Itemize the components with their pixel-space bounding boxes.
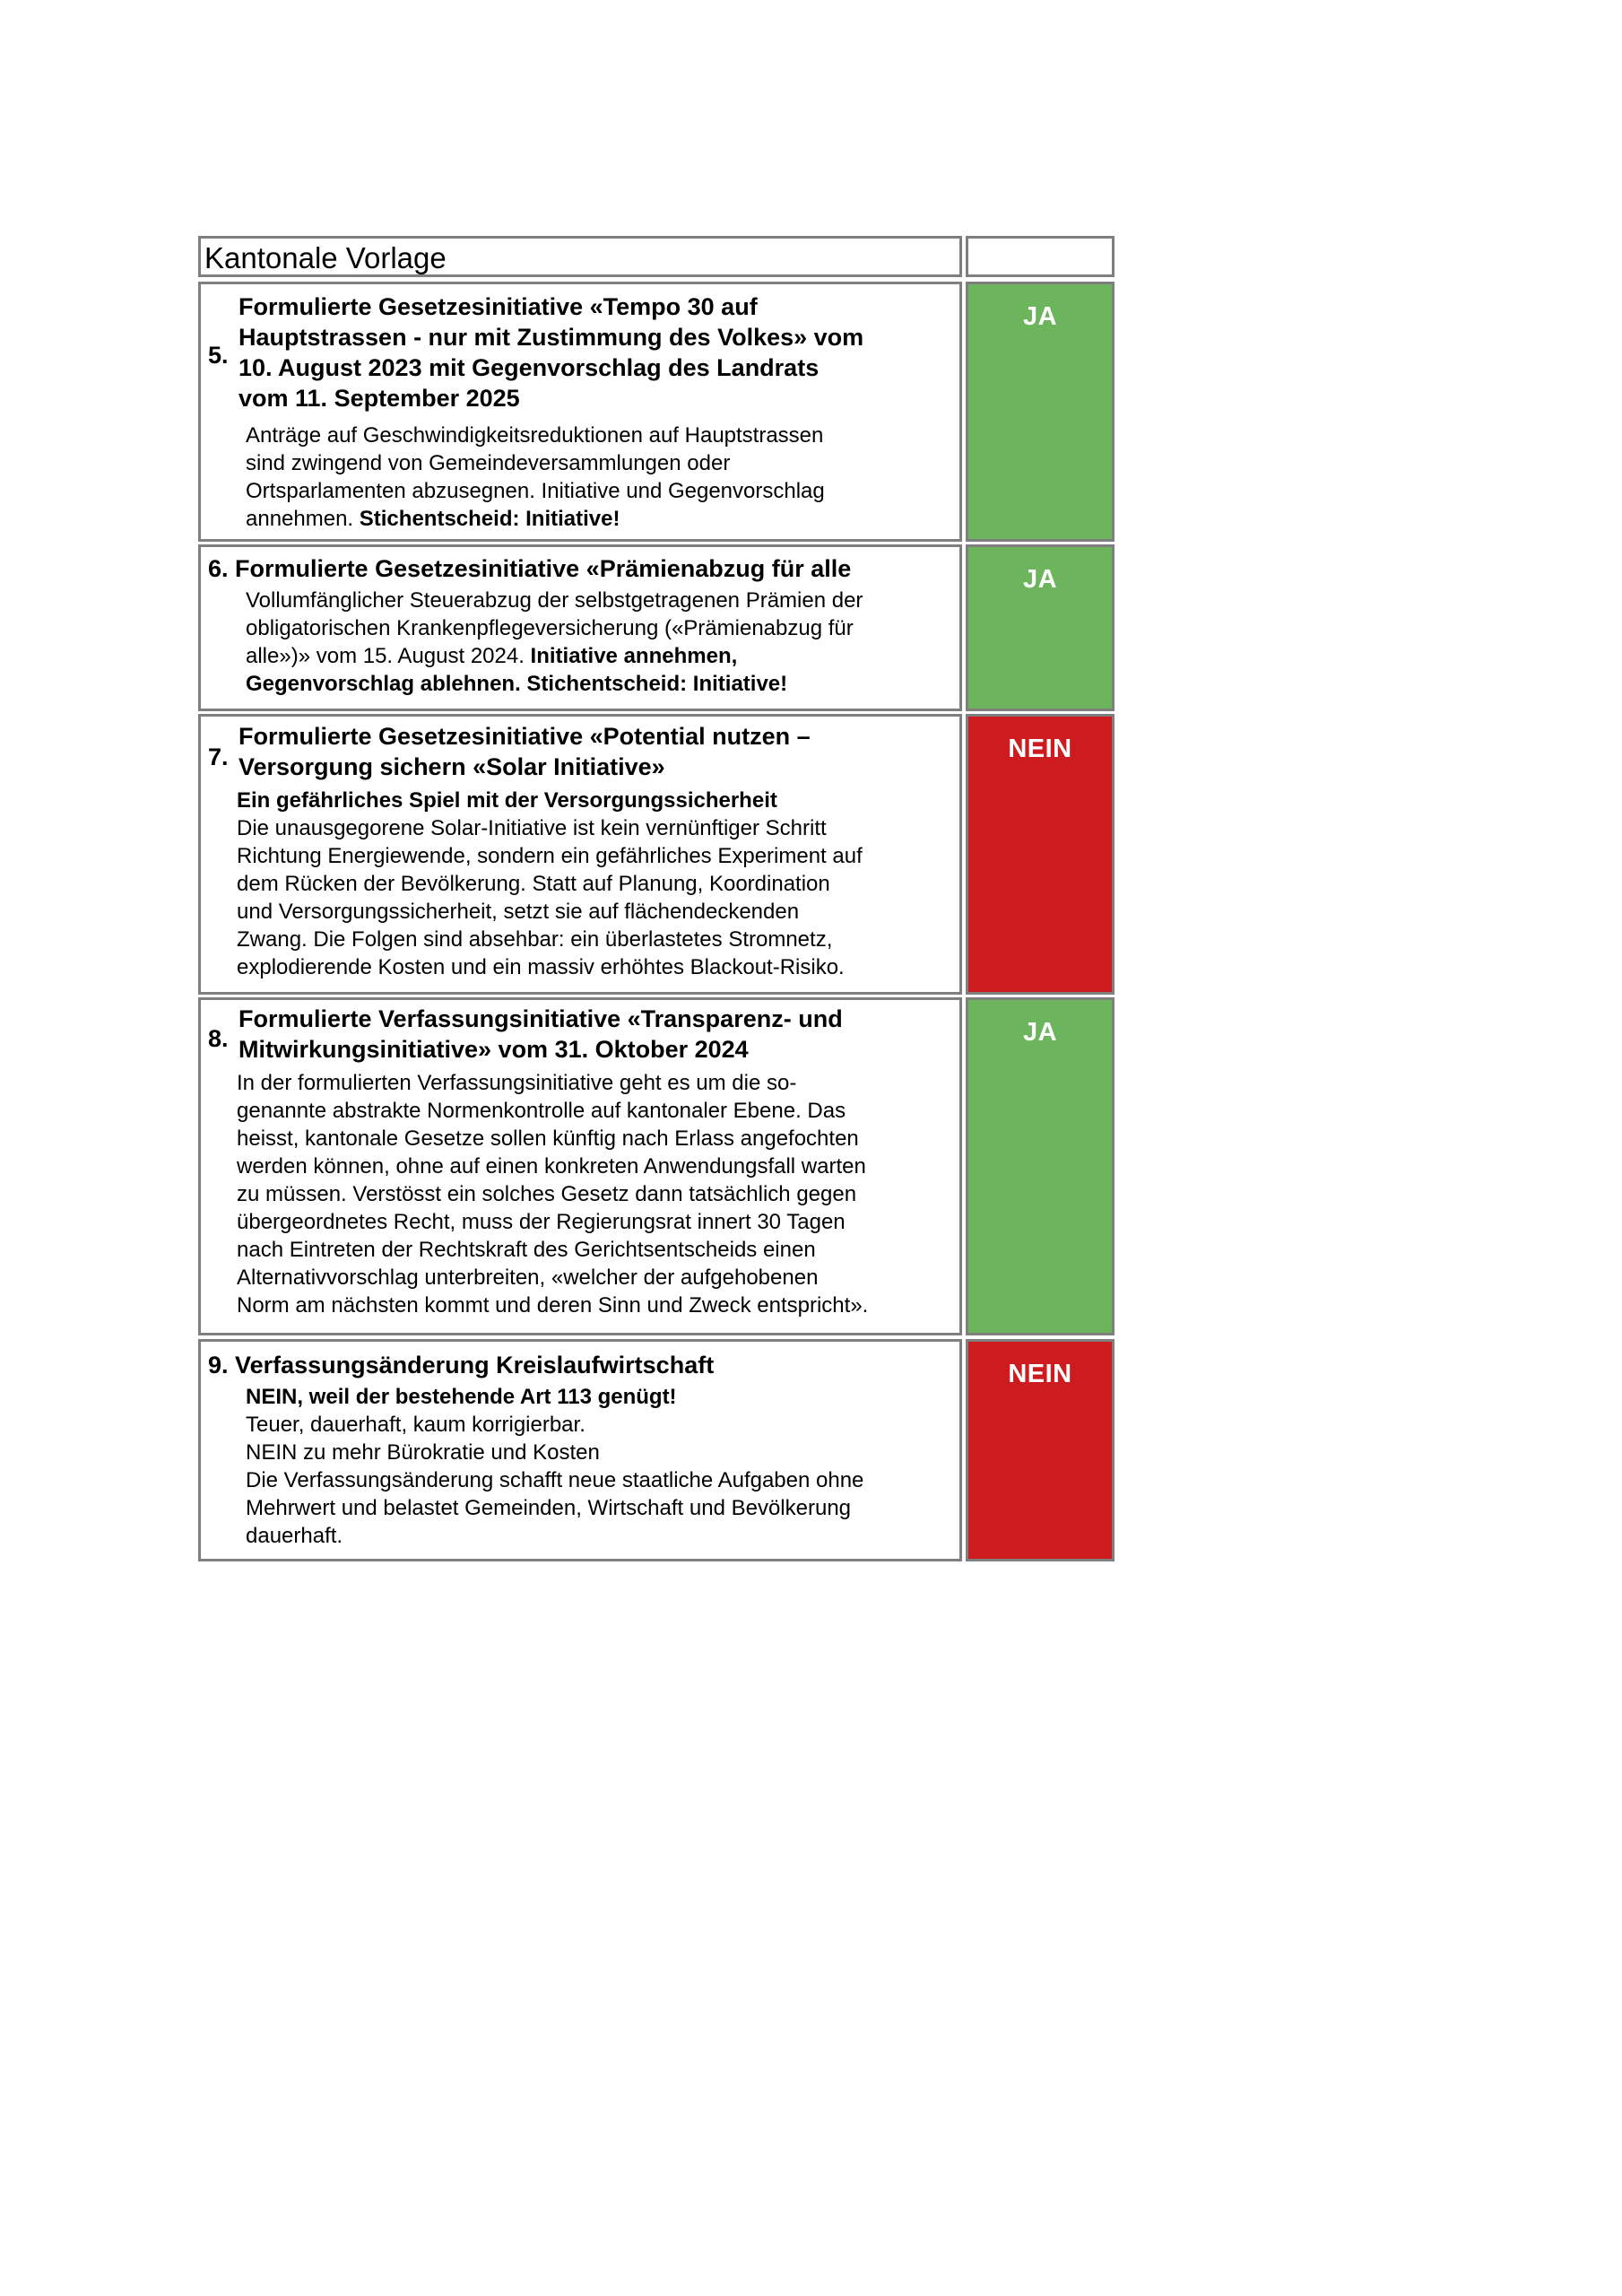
item-title: [208, 553, 952, 584]
title-line: Mitwirkungsinitiative» vom 31. Oktober 2024: [239, 1036, 749, 1063]
recommendation-text: Gegenvorschlag ablehnen. Stichentscheid: Initiative!: [246, 672, 788, 696]
title-text: Formulierte Gesetzesinitiative «Prämienabzug für alle: [235, 555, 852, 582]
item-description: [237, 787, 954, 981]
ballot-item-8: [198, 997, 962, 1335]
vote-nein: [966, 714, 1115, 995]
body-line: Anträge auf Geschwindigkeitsreduktionen auf Hauptstrassen: [246, 423, 824, 448]
item-description: [246, 1383, 954, 1550]
ballot-item-6: [198, 544, 962, 711]
subtitle-text: NEIN, weil der bestehende Art 113 genügt!: [246, 1385, 677, 1409]
body-line: [246, 505, 954, 533]
body-line: genannte abstrakte Normenkontrolle auf kantonaler Ebene. Das: [237, 1099, 846, 1123]
body-line: explodierende Kosten und ein massiv erhöhtes Blackout-Risiko.: [237, 955, 845, 979]
vote-label: NEIN: [1008, 735, 1072, 763]
body-line: NEIN zu mehr Bürokratie und Kosten: [246, 1440, 600, 1465]
title-line: 10. August 2023 mit Gegenvorschlag des Landrats: [239, 354, 820, 381]
body-text: annehmen.: [246, 507, 360, 531]
vote-header-cell: [966, 236, 1115, 277]
vote-label: JA: [1022, 1018, 1058, 1047]
item-description: [237, 1069, 954, 1319]
item-number: 7.: [208, 744, 229, 770]
body-line: Zwang. Die Folgen sind absehbar: ein überlastetes Stromnetz,: [237, 927, 833, 952]
item-number: 9.: [208, 1352, 229, 1378]
recommendation-text: Initiative annehmen,: [530, 644, 738, 668]
ballot-item-7: [198, 714, 962, 995]
item-description: [246, 587, 954, 698]
body-line: Norm am nächsten kommt und deren Sinn und Zweck entspricht».: [237, 1293, 869, 1318]
body-line: und Versorgungssicherheit, setzt sie auf flächendeckenden: [237, 900, 800, 924]
vote-ja: [966, 997, 1115, 1335]
item-subtitle: [237, 787, 954, 814]
item-title: [239, 1004, 952, 1065]
body-line: obligatorischen Krankenpflegeversicherung («Prämienabzug für: [246, 616, 854, 640]
body-line: Mehrwert und belastet Gemeinden, Wirtschaft und Bevölkerung: [246, 1496, 852, 1520]
body-line: Die unausgegorene Solar-Initiative ist kein vernünftiger Schritt: [237, 816, 827, 840]
ballot-item-9: [198, 1339, 962, 1561]
body-line: zu müssen. Verstösst ein solches Gesetz dann tatsächlich gegen: [237, 1182, 857, 1206]
title-line: Formulierte Gesetzesinitiative «Potential nutzen –: [239, 723, 811, 750]
title-line: [208, 553, 952, 584]
body-line: nach Eintreten der Rechtskraft des Gerichtsentscheids einen: [237, 1238, 816, 1262]
body-line: übergeordnetes Recht, muss der Regierungsrat innert 30 Tagen: [237, 1210, 846, 1234]
vote-label: NEIN: [1008, 1360, 1072, 1388]
item-description: [246, 422, 954, 533]
item-title: [239, 291, 952, 413]
vote-ja: [966, 282, 1115, 542]
body-line: dem Rücken der Bevölkerung. Statt auf Planung, Koordination: [237, 872, 830, 896]
title-line: vom 11. September 2025: [239, 385, 520, 412]
body-line: Vollumfänglicher Steuerabzug der selbstgetragenen Prämien der: [246, 588, 863, 613]
title-line: Versorgung sichern «Solar Initiative»: [239, 753, 665, 780]
section-title: Kantonale Vorlage: [204, 241, 447, 274]
body-line: heisst, kantonale Gesetze sollen künftig nach Erlass angefochten: [237, 1126, 859, 1151]
body-line: Die Verfassungsänderung schafft neue staatliche Aufgaben ohne: [246, 1468, 864, 1492]
item-title: [239, 721, 952, 782]
item-number: 6.: [208, 555, 229, 582]
vote-nein: [966, 1339, 1115, 1561]
body-line: dauerhaft.: [246, 1524, 343, 1548]
title-line: Formulierte Gesetzesinitiative «Tempo 30 auf: [239, 293, 758, 320]
vote-label: JA: [1022, 302, 1058, 331]
body-text: alle»)» vom 15. August 2024.: [246, 644, 531, 668]
body-line: In der formulierten Verfassungsinitiative geht es um die so-: [237, 1071, 797, 1095]
body-line: [246, 670, 954, 698]
vote-ja: [966, 544, 1115, 711]
item-subtitle: [246, 1383, 954, 1411]
body-line: sind zwingend von Gemeindeversammlungen oder: [246, 451, 731, 475]
body-line: Ortsparlamenten abzusegnen. Initiative und Gegenvorschlag: [246, 479, 825, 503]
body-line: Teuer, dauerhaft, kaum korrigierbar.: [246, 1413, 585, 1437]
table-header-cell: [198, 236, 962, 277]
item-title: [208, 1350, 952, 1380]
subtitle-text: Ein gefährliches Spiel mit der Versorgungssicherheit: [237, 788, 777, 813]
vote-label: JA: [1022, 565, 1058, 594]
title-line: Hauptstrassen - nur mit Zustimmung des Volkes» vom: [239, 324, 864, 351]
recommendation-text: Stichentscheid: Initiative!: [359, 507, 620, 531]
body-line: Richtung Energiewende, sondern ein gefährliches Experiment auf: [237, 844, 863, 868]
body-line: [246, 642, 954, 670]
item-number: 8.: [208, 1025, 229, 1052]
title-text: Verfassungsänderung Kreislaufwirtschaft: [235, 1352, 715, 1378]
title-line: Formulierte Verfassungsinitiative «Transparenz- und: [239, 1005, 843, 1032]
item-number: 5.: [208, 342, 229, 369]
title-line: [208, 1350, 952, 1380]
body-line: werden können, ohne auf einen konkreten Anwendungsfall warten: [237, 1154, 866, 1178]
ballot-item-5: [198, 282, 962, 542]
body-line: Alternativvorschlag unterbreiten, «welcher der aufgehobenen: [237, 1265, 819, 1290]
